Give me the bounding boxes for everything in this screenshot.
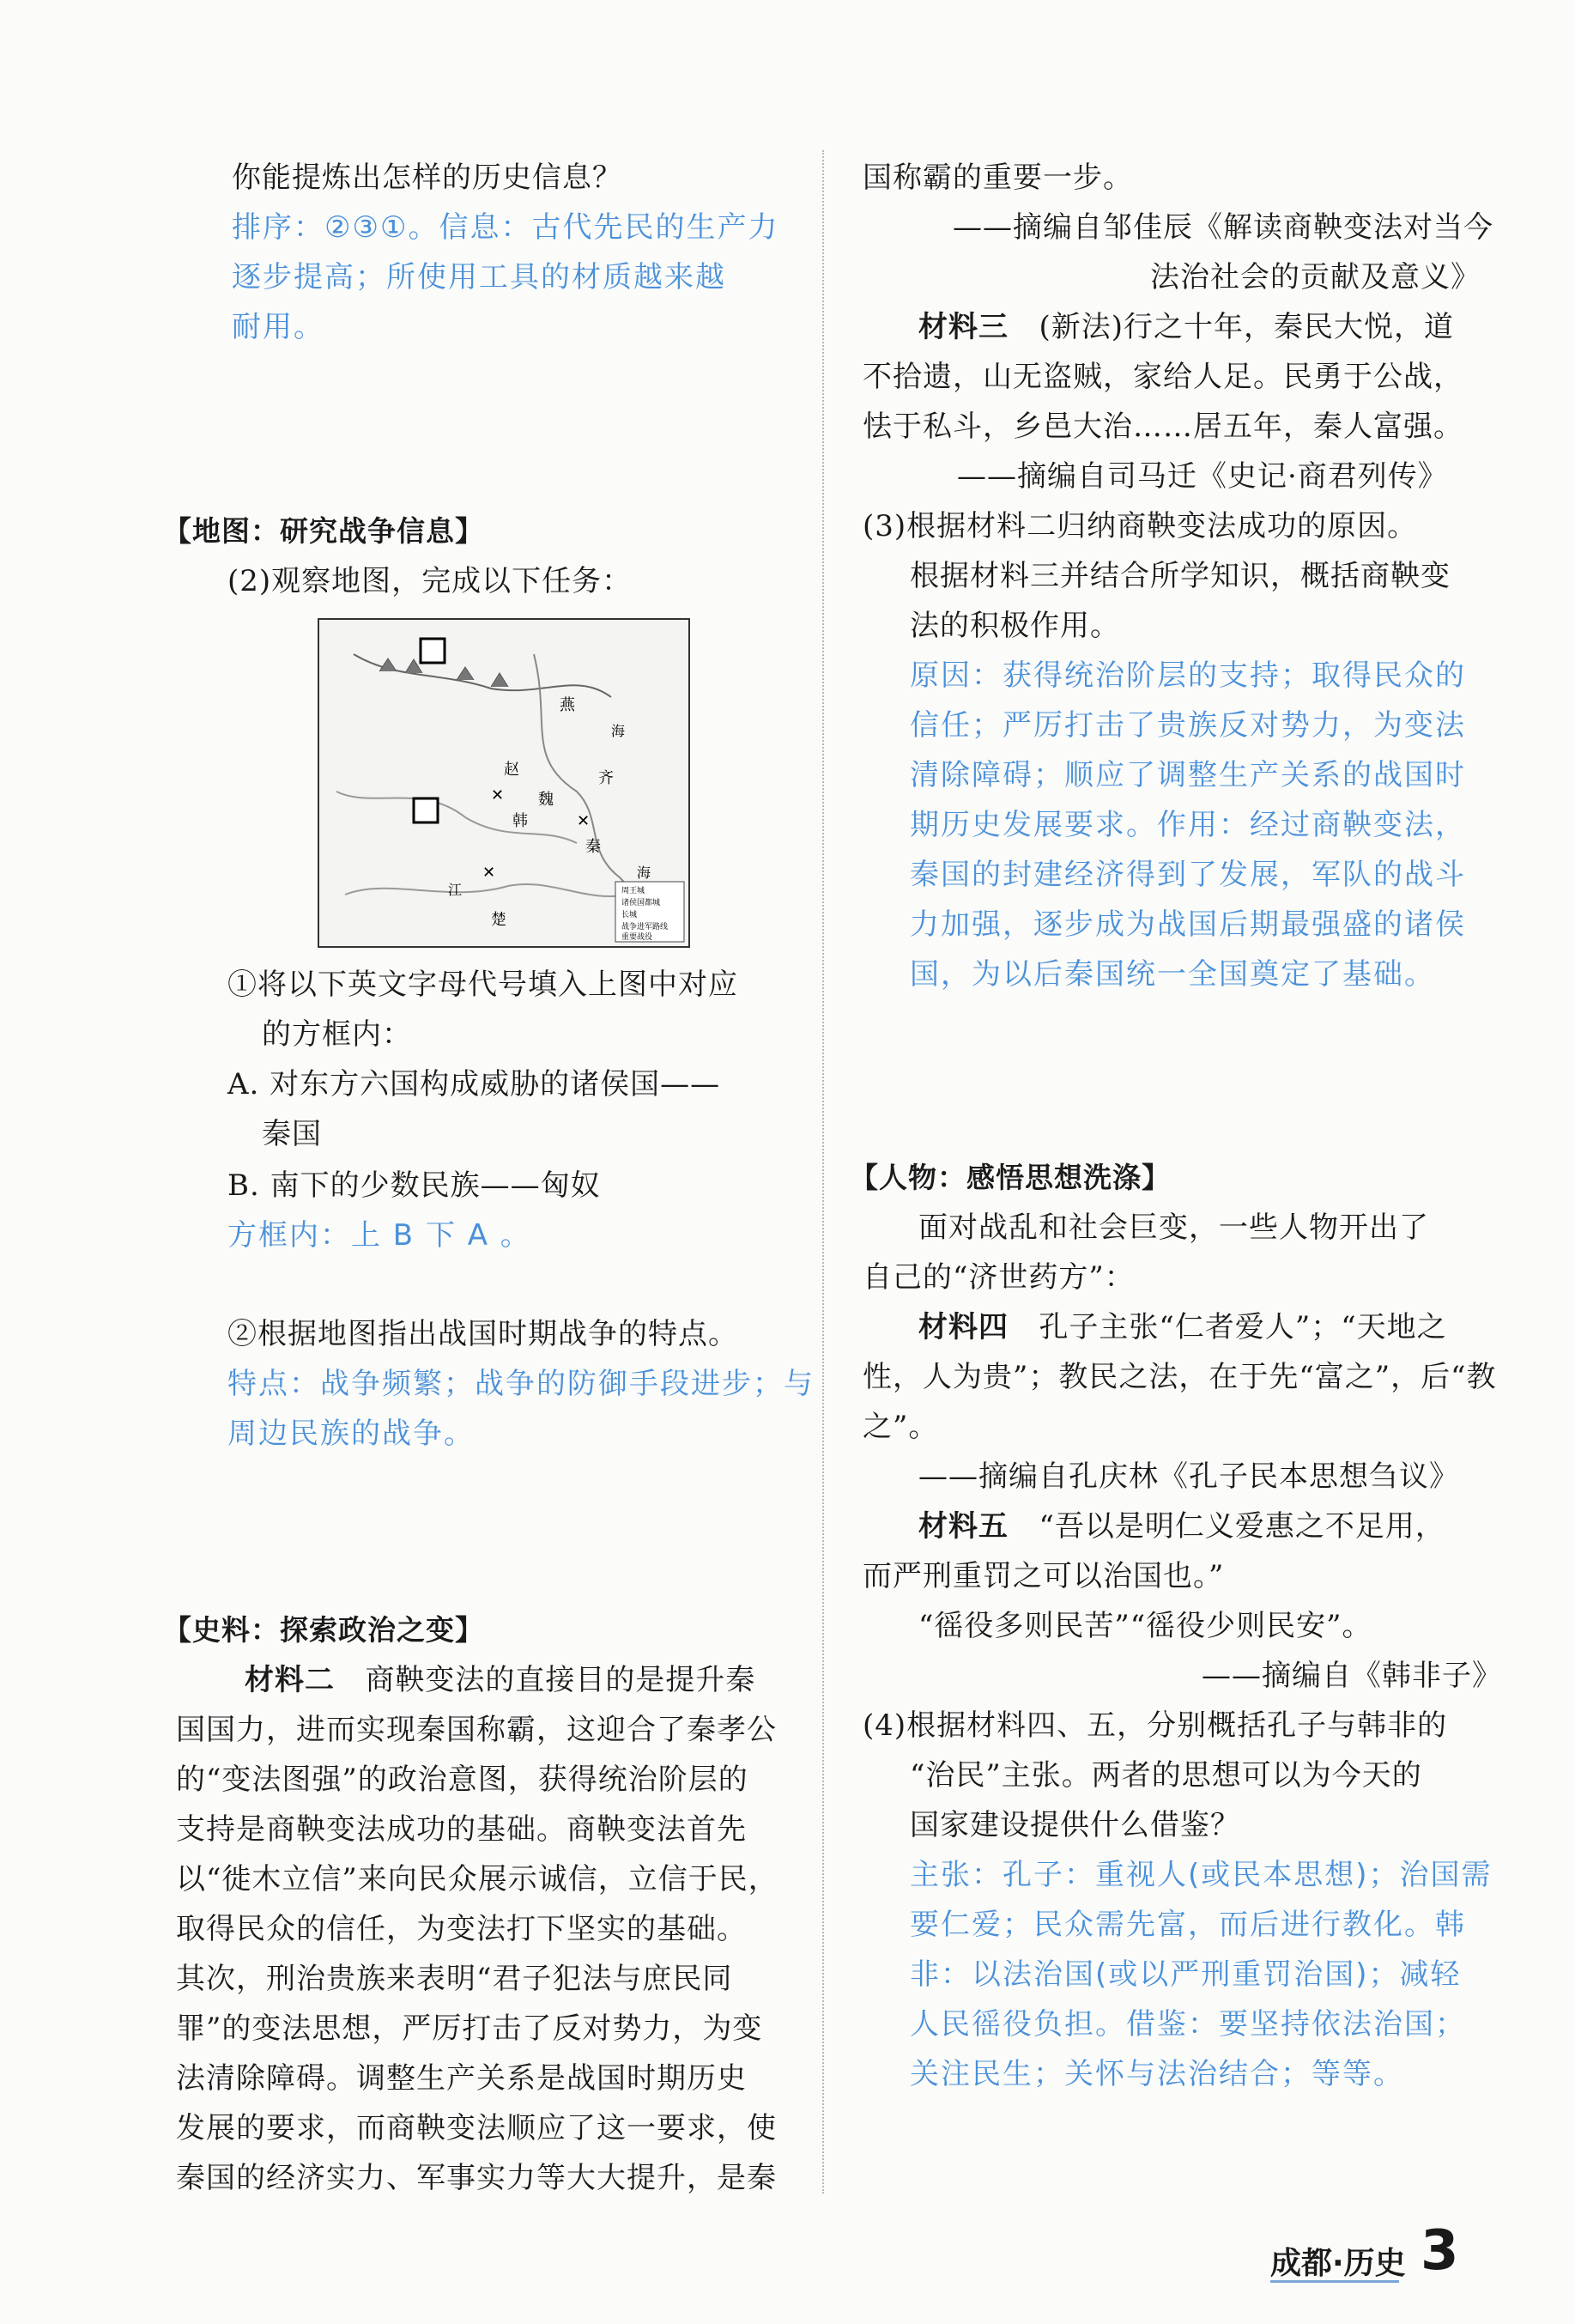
map-section-title: 【地图：研究战争信息】 bbox=[163, 514, 484, 548]
great-wall-line bbox=[354, 654, 611, 697]
yangtze-river bbox=[345, 884, 628, 896]
question-2-1-line-1: ①将以下英文字母代号填入上图中对应 bbox=[227, 968, 738, 1002]
map-label-sea-2: 海 bbox=[637, 865, 651, 881]
material-2-line-6: 取得民众的信任，为变法打下坚实的基础。 bbox=[176, 1912, 747, 1946]
footer-underline bbox=[1270, 2280, 1399, 2283]
material-4-label: 材料四 bbox=[918, 1310, 1009, 1344]
answer-4-line-4: 人民徭役负担。借鉴：要坚持依法治国； bbox=[910, 2007, 1466, 2042]
intro-line-1: 面对战乱和社会巨变，一些人物开出了 bbox=[918, 1211, 1429, 1245]
column-divider bbox=[822, 150, 824, 2194]
answer-4-line-2: 要仁爱；民众需先富，而后进行教化。韩 bbox=[910, 1908, 1466, 1942]
material-2-line-1: 商鞅变法的直接目的是提升秦 bbox=[365, 1663, 756, 1697]
battle-icon-3: ✕ bbox=[482, 864, 496, 882]
map-label-yan: 燕 bbox=[560, 696, 575, 714]
material-2-tail: 国称霸的重要一步。 bbox=[863, 161, 1133, 195]
material-2-source-line-2: 法治社会的贡献及意义》 bbox=[1150, 260, 1481, 294]
legend-item-1: 周王城 bbox=[621, 887, 645, 895]
material-2-source-line-1: ——摘编自邹佳辰《解读商鞅变法对当今 bbox=[953, 210, 1493, 245]
material-4-line-1: 孔子主张“仁者爱人”；“天地之 bbox=[1039, 1310, 1447, 1344]
material-2-line-2: 国国力，进而实现秦国称霸，这迎合了秦孝公 bbox=[176, 1713, 777, 1747]
answer-2-2-line-2: 周边民族的战争。 bbox=[227, 1417, 475, 1451]
answer-1-line-3: 耐用。 bbox=[232, 310, 324, 344]
question-3-line-1: (3)根据材料二归纳商鞅变法成功的原因。 bbox=[863, 509, 1418, 543]
answer-1-line-1: 排序：②③①。信息：古代先民的生产力 bbox=[232, 210, 779, 245]
map-label-han: 韩 bbox=[512, 812, 528, 830]
material-2-line-3: 的“变法图强”的政治意图，获得统治阶层的 bbox=[176, 1763, 748, 1797]
footer-label: 成都·历史 bbox=[1270, 2246, 1406, 2281]
material-2-line-8: 罪”的变法思想，严厉打击了反对势力，为变 bbox=[176, 2012, 763, 2046]
legend-item-4: 战争进军路线 bbox=[621, 923, 669, 931]
question-1-tail: 你能提炼出怎样的历史信息？ bbox=[232, 161, 622, 195]
material-4-source: ——摘编自孔庆林《孔子民本思想刍议》 bbox=[918, 1459, 1459, 1494]
material-4-first-line bbox=[918, 1302, 1447, 1352]
answer-2-2-line-1: 特点：战争频繁；战争的防御手段进步；与 bbox=[227, 1367, 815, 1401]
option-a-line-2: 秦国 bbox=[262, 1117, 322, 1151]
legend-item-5: 重要战役 bbox=[621, 933, 653, 942]
material-5-first-line bbox=[918, 1502, 1445, 1551]
legend-item-3: 长城 bbox=[621, 911, 638, 919]
material-2-line-9: 法清除障碍。调整生产关系是战国时期历史 bbox=[176, 2061, 747, 2096]
map-label-wei: 魏 bbox=[538, 791, 554, 809]
legend-item-2: 诸侯国都城 bbox=[621, 899, 661, 907]
intro-line-2: 自己的“济世药方”： bbox=[863, 1260, 1135, 1295]
material-5-line-1: “吾以是明仁义爱惠之不足用， bbox=[1039, 1509, 1445, 1544]
option-a-line-1: A. 对东方六国构成威胁的诸侯国—— bbox=[227, 1067, 721, 1101]
material-3-label: 材料三 bbox=[918, 310, 1009, 344]
material-3-source: ——摘编自司马迁《史记·商君列传》 bbox=[957, 459, 1448, 494]
answer-3-line-1: 原因：获得统治阶层的支持；取得民众的 bbox=[910, 658, 1466, 693]
page-number: 3 bbox=[1421, 2219, 1459, 2283]
answer-3-line-2: 信任；严厉打击了贵族反对势力，为变法 bbox=[910, 708, 1466, 743]
material-2-first-line bbox=[245, 1655, 755, 1705]
map-drawing bbox=[319, 620, 688, 946]
material-2-line-4: 支持是商鞅变法成功的基础。商鞅变法首先 bbox=[176, 1812, 747, 1847]
answer-3-line-7: 国，为以后秦国统一全国奠定了基础。 bbox=[910, 957, 1435, 992]
map-label-qi: 齐 bbox=[598, 769, 614, 787]
question-2-2: ②根据地图指出战国时期战争的特点。 bbox=[227, 1317, 738, 1351]
material-2-line-7: 其次，刑治贵族来表明“君子犯法与庶民同 bbox=[176, 1962, 733, 1996]
material-4-line-2: 性，人为贵”；教民之法，在于先“富之”，后“教 bbox=[863, 1360, 1497, 1394]
answer-4-line-5: 关注民生；关怀与法治结合；等等。 bbox=[910, 2057, 1404, 2091]
answer-3-line-4: 期历史发展要求。作用：经过商鞅变法， bbox=[910, 808, 1466, 842]
politics-section-title: 【史料：探索政治之变】 bbox=[163, 1613, 484, 1647]
material-5-source: ——摘编自《韩非子》 bbox=[1202, 1659, 1502, 1693]
battle-icon-1: ✕ bbox=[491, 786, 505, 804]
material-3-line-2: 不拾遗，山无盗贼，家给人足。民勇于公战， bbox=[863, 360, 1463, 394]
material-5-line-2: 而严刑重罚之可以治国也。” bbox=[863, 1559, 1225, 1593]
material-3-line-1: (新法)行之十年，秦民大悦，道 bbox=[1039, 310, 1454, 344]
material-5-label: 材料五 bbox=[918, 1509, 1009, 1544]
answer-4-line-1: 主张：孔子：重视人(或民本思想)；治国需 bbox=[910, 1858, 1493, 1892]
people-section-title: 【人物：感悟思想洗涤】 bbox=[850, 1161, 1171, 1194]
answer-4-line-3: 非：以法治国(或以严刑重罚治国)；减轻 bbox=[910, 1957, 1462, 1992]
material-2-line-11: 秦国的经济实力、军事实力等大大提升，是秦 bbox=[176, 2161, 777, 2195]
question-3-line-2: 根据材料三并结合所学知识，概括商鞅变 bbox=[910, 559, 1451, 593]
material-4-line-3: 之”。 bbox=[863, 1410, 939, 1444]
answer-box-b bbox=[421, 639, 445, 663]
map-label-zhao: 赵 bbox=[504, 761, 519, 779]
answer-1-line-2: 逐步提高；所使用工具的材质越来越 bbox=[232, 260, 726, 294]
question-4-line-1: (4)根据材料四、五，分别概括孔子与韩非的 bbox=[863, 1708, 1448, 1743]
answer-box-a bbox=[414, 798, 438, 822]
map-label-qin: 秦 bbox=[585, 838, 601, 856]
answer-2-1: 方框内：上 B 下 A 。 bbox=[227, 1218, 531, 1253]
material-3-first-line bbox=[918, 302, 1454, 352]
material-5-line-3: “徭役多则民苦”“徭役少则民安”。 bbox=[918, 1609, 1372, 1643]
question-4-line-2: “治民”主张。两者的思想可以为今天的 bbox=[910, 1758, 1422, 1793]
question-2: (2)观察地图，完成以下任务： bbox=[227, 564, 633, 598]
question-2-1-line-2: 的方框内： bbox=[262, 1017, 412, 1052]
question-4-line-3: 国家建设提供什么借鉴？ bbox=[910, 1808, 1240, 1842]
answer-3-line-6: 力加强，逐步成为战国后期最强盛的诸侯 bbox=[910, 907, 1466, 942]
map-label-river: 江 bbox=[448, 882, 463, 898]
answer-3-line-5: 秦国的封建经济得到了发展，军队的战斗 bbox=[910, 858, 1466, 892]
battle-icon-2: ✕ bbox=[577, 812, 591, 830]
warring-states-map bbox=[318, 618, 690, 948]
answer-3-line-3: 清除障碍；顺应了调整生产关系的战国时 bbox=[910, 758, 1466, 792]
material-2-line-10: 发展的要求，而商鞅变法顺应了这一要求，使 bbox=[176, 2111, 777, 2145]
option-b: B. 南下的少数民族——匈奴 bbox=[227, 1168, 601, 1203]
material-2-label: 材料二 bbox=[245, 1663, 335, 1697]
map-label-sea-1: 海 bbox=[611, 723, 626, 739]
question-3-line-3: 法的积极作用。 bbox=[910, 609, 1120, 643]
map-label-chu: 楚 bbox=[491, 911, 506, 929]
material-2-line-5: 以“徙木立信”来向民众展示诚信，立信于民， bbox=[176, 1862, 778, 1896]
material-3-line-3: 怯于私斗，乡邑大治……居五年，秦人富强。 bbox=[863, 410, 1463, 444]
